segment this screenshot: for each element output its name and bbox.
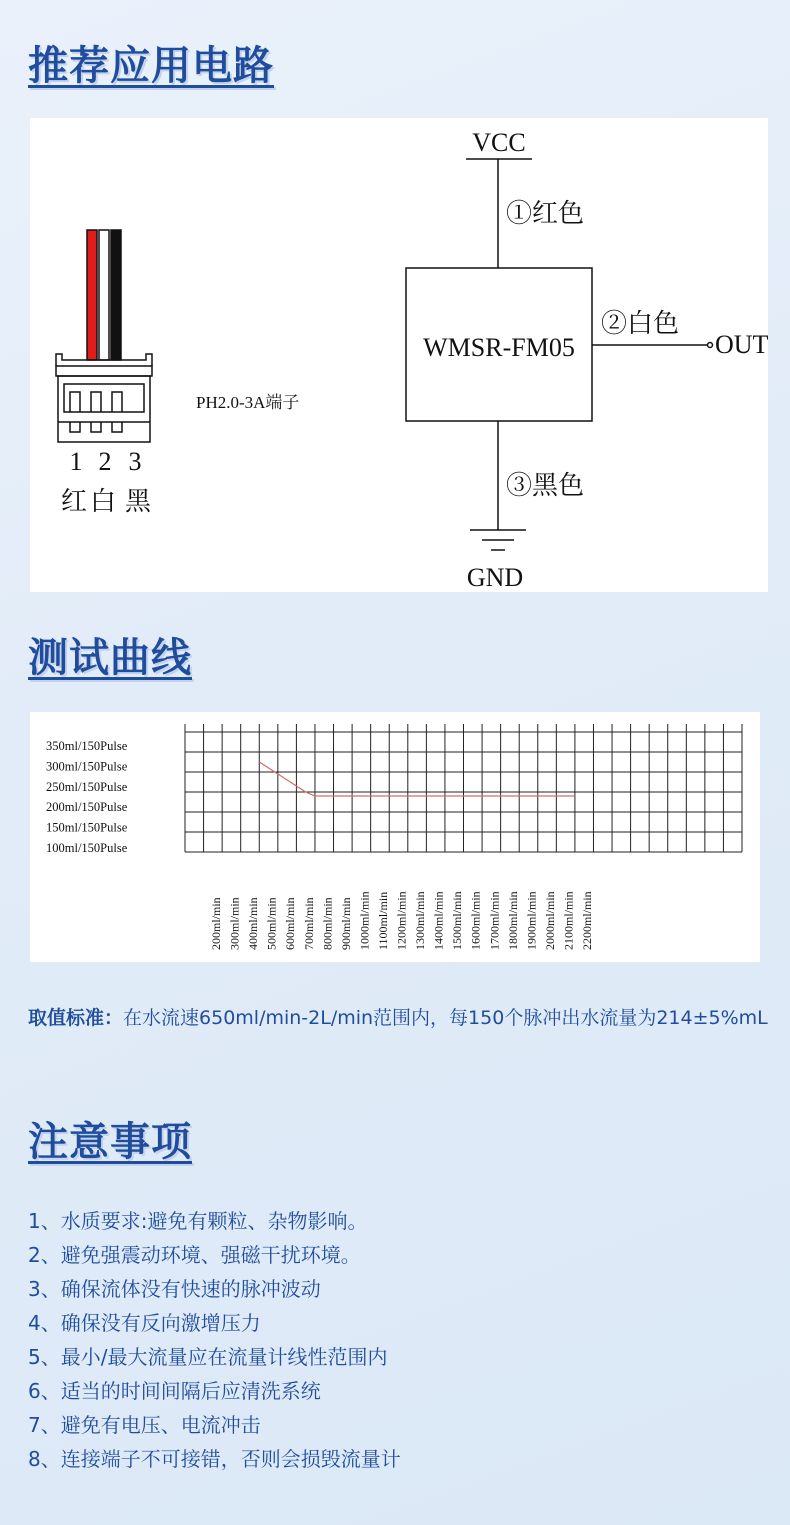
connector-wires — [87, 230, 121, 360]
notes-section-title: 注意事项 — [28, 1119, 192, 1165]
note-item-6: 6、适当的时间间隔后应清洗系统 — [28, 1379, 321, 1403]
note-item-2: 2、避免强震动环境、强磁干扰环境。 — [28, 1243, 361, 1267]
series-line — [259, 762, 575, 796]
x-tick-label: 500ml/min — [264, 897, 279, 950]
pin-color-2: 白 — [89, 487, 117, 517]
note-item-7: 7、避免有电压、电流冲击 — [28, 1413, 261, 1437]
pin-number-1: 1 — [69, 447, 83, 476]
pin-number-2: 2 — [98, 447, 112, 476]
wire-2-label: ②白色 — [601, 309, 680, 339]
x-tick-label: 1200ml/min — [394, 891, 409, 950]
test-curve-chart — [30, 712, 760, 962]
x-tick-label: 1400ml/min — [431, 891, 446, 950]
black-wire — [111, 230, 121, 360]
circuit-section-title: 推荐应用电路 — [28, 43, 274, 89]
circuit-diagram — [30, 118, 768, 592]
y-tick-label: 300ml/150Pulse — [46, 759, 128, 774]
red-wire — [87, 230, 97, 360]
note-item-5: 5、最小/最大流量应在流量计线性范围内 — [28, 1345, 388, 1369]
note-item-3: 3、确保流体没有快速的脉冲波动 — [28, 1277, 321, 1301]
note-item-4: 4、确保没有反向激增压力 — [28, 1311, 261, 1335]
notes-list — [28, 1204, 401, 1476]
x-tick-label: 1500ml/min — [450, 891, 465, 950]
criteria-body: 在水流速650ml/min-2L/min范围内，每150个脉冲出水流量为214±5%mL — [123, 1007, 768, 1029]
pin-color-1: 红 — [60, 487, 88, 517]
x-tick-label: 900ml/min — [338, 897, 353, 950]
test-curve-panel — [30, 712, 760, 962]
criteria-text — [28, 1002, 768, 1034]
note-item-8: 8、连接端子不可接错，否则会损毁流量计 — [28, 1447, 401, 1471]
x-tick-label: 2200ml/min — [580, 891, 594, 950]
x-tick-label: 1900ml/min — [524, 891, 539, 950]
wire-1-label: ①红色 — [506, 199, 585, 229]
gnd-label: GND — [466, 563, 524, 592]
y-tick-label: 150ml/150Pulse — [46, 820, 128, 835]
vcc-label: VCC — [472, 128, 526, 157]
note-item-1: 1、水质要求:避免有颗粒、杂物影响。 — [28, 1209, 368, 1233]
x-tick-label: 700ml/min — [301, 897, 316, 950]
x-tick-label: 600ml/min — [283, 897, 298, 950]
x-tick-label: 300ml/min — [227, 897, 242, 950]
out-label: OUT — [715, 330, 768, 359]
connector-housing — [56, 354, 152, 442]
white-wire — [99, 230, 109, 360]
y-tick-label: 100ml/150Pulse — [46, 841, 128, 855]
x-tick-label: 200ml/min — [209, 897, 223, 950]
pin-number-3: 3 — [128, 447, 142, 476]
x-tick-label: 2000ml/min — [542, 891, 557, 950]
x-tick-label: 1700ml/min — [487, 891, 502, 950]
x-tick-label: 1100ml/min — [375, 891, 390, 950]
criteria-label: 取值标准： — [28, 1007, 124, 1029]
out-terminal — [708, 343, 713, 348]
x-tick-label: 1300ml/min — [413, 891, 428, 950]
y-tick-label: 200ml/150Pulse — [46, 800, 128, 815]
connector-caption: PH2.0-3A端子 — [196, 393, 300, 412]
x-tick-label: 1600ml/min — [468, 891, 483, 950]
pin-color-3: 黑 — [124, 487, 152, 517]
x-tick-label: 400ml/min — [246, 897, 261, 950]
y-tick-label: 350ml/150Pulse — [46, 739, 128, 753]
x-tick-label: 800ml/min — [320, 897, 335, 950]
x-tick-label: 2100ml/min — [561, 891, 576, 950]
circuit-diagram-panel — [30, 118, 768, 592]
y-tick-label: 250ml/150Pulse — [46, 779, 128, 794]
curve-section-title: 测试曲线 — [28, 635, 192, 681]
wire-3-label: ③黑色 — [506, 471, 585, 501]
module-name: WMSR-FM05 — [423, 333, 575, 362]
x-tick-label: 1000ml/min — [357, 891, 372, 950]
x-tick-label: 1800ml/min — [505, 891, 520, 950]
